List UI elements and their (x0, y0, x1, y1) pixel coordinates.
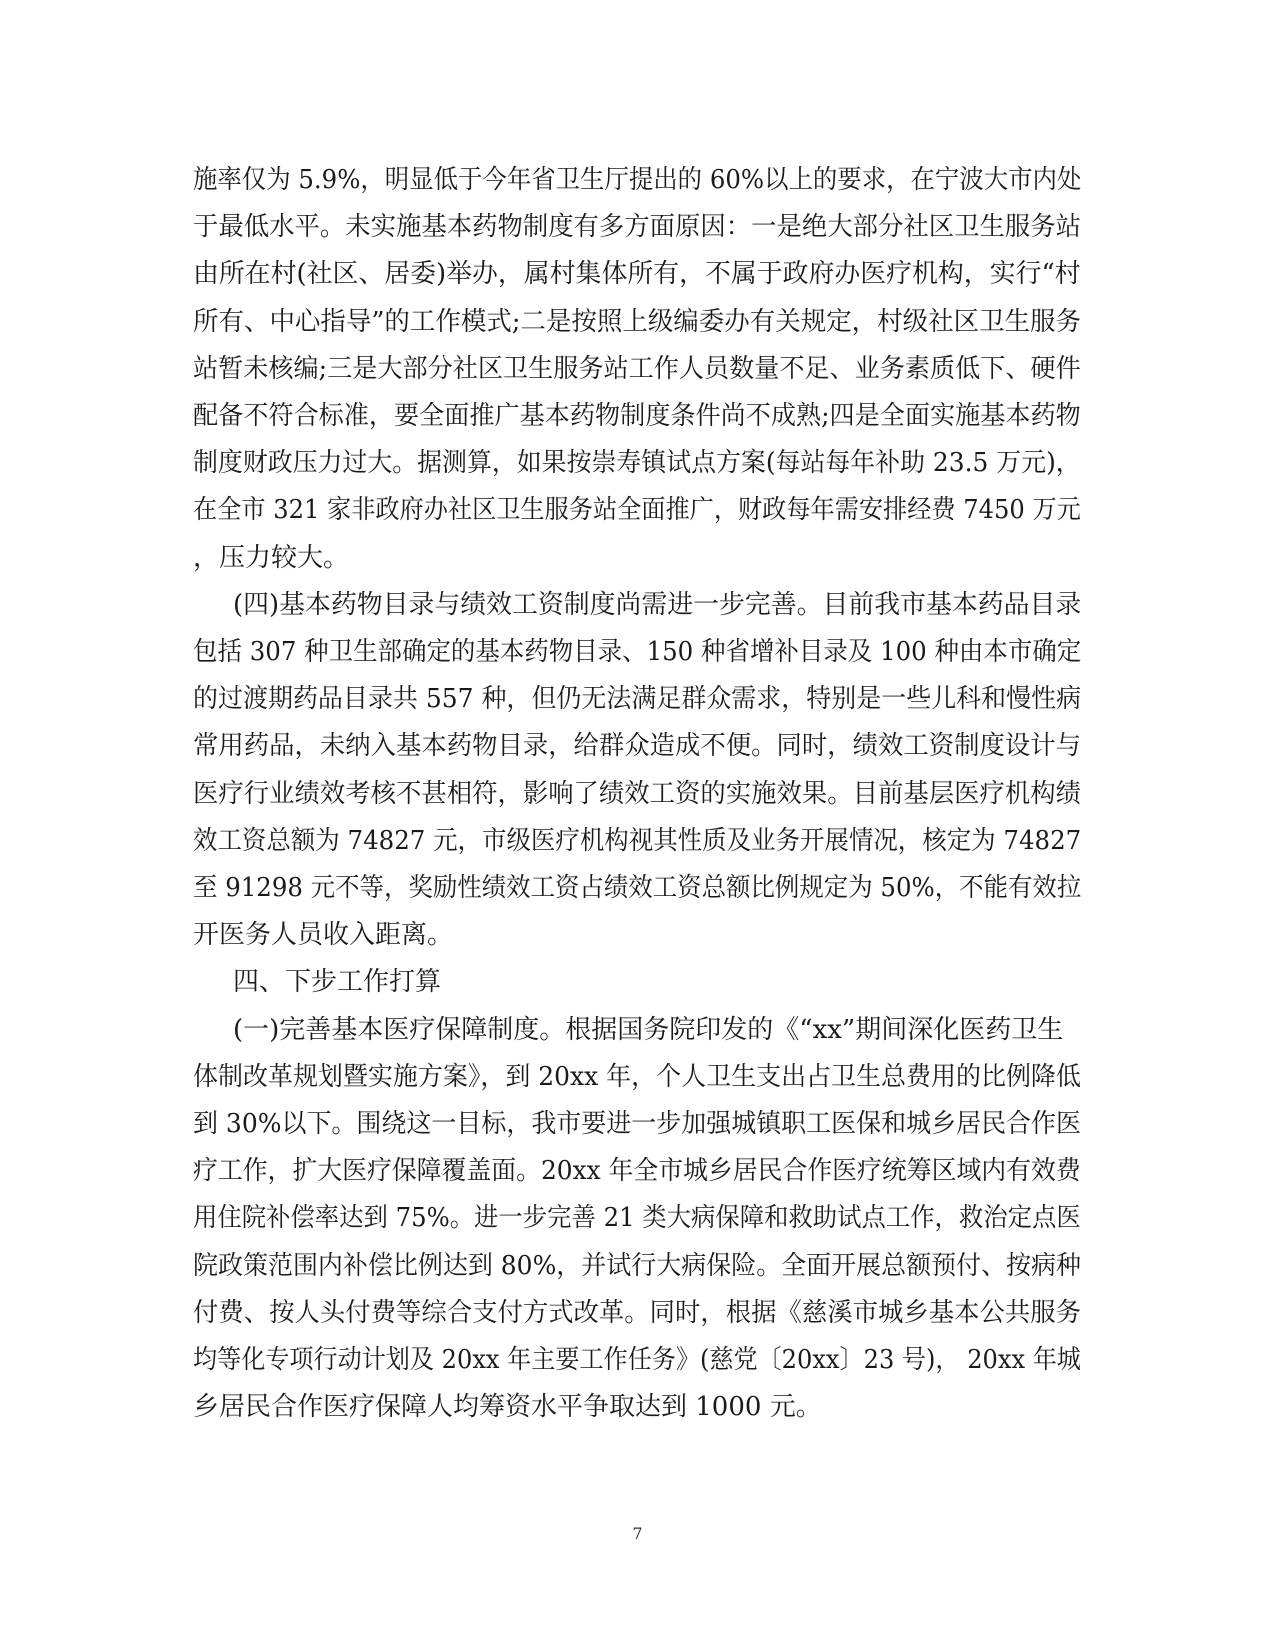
text-line: 用住院补偿率达到 75%。进一步完善 21 类大病保障和救助试点工作，救治定点医 (193, 1203, 1081, 1234)
text-line: 制度财政压力过大。据测算，如果按崇寿镇试点方案(每站每年补助 23.5 万元)， (193, 448, 1081, 479)
text-line: 至 91298 元不等，奖励性绩效工资占绩效工资总额比例规定为 50%，不能有效拉 (193, 873, 1082, 903)
text-line: 体制改革规划暨实施方案》，到 20xx 年，个人卫生支出占卫生总费用的比例降低 (193, 1061, 1081, 1092)
text-line: 包括 307 种卫生部确定的基本药物目录、150 种省增补目录及 100 种由本市确定 (193, 637, 1082, 667)
text-line: 配备不符合标准，要全面推广基本药物制度条件尚不成熟;四是全面实施基本药物 (193, 401, 1081, 431)
text-line: (一)完善基本医疗保障制度。根据国务院印发的《“xx”期间深化医药卫生 (233, 1014, 1064, 1045)
text-line: 付费、按人头付费等综合支付方式改革。同时，根据《慈溪市城乡基本公共服务 (193, 1297, 1081, 1328)
text-line: 均等化专项行动计划及 20xx 年主要工作任务》(慈党〔20xx〕23 号)， 20xx 年城 (193, 1345, 1081, 1375)
page-number: 7 (632, 1524, 643, 1543)
text-line: 到 30%以下。围绕这一目标，我市要进一步加强城镇职工医保和城乡居民合作医 (193, 1109, 1082, 1139)
text-line: 的过渡期药品目录共 557 种，但仍无法满足群众需求，特别是一些儿科和慢性病 (193, 684, 1082, 715)
text-line: 于最低水平。未实施基本药物制度有多方面原因：一是绝大部分社区卫生服务站 (193, 212, 1081, 243)
text-line: 常用药品，未纳入基本药物目录，给群众造成不便。同时，绩效工资制度设计与 (193, 731, 1081, 762)
text-line: 医疗行业绩效考核不甚相符，影响了绩效工资的实施效果。目前基层医疗机构绩 (193, 778, 1081, 809)
text-line: 施率仅为 5.9%，明显低于今年省卫生厅提出的 60%以上的要求，在宁波大市内处 (193, 165, 1082, 195)
text-line: ，压力较大。 (193, 542, 350, 573)
text-line: (四)基本药物目录与绩效工资制度尚需进一步完善。目前我市基本药品目录 (233, 589, 1082, 620)
text-line: 疗工作，扩大医疗保障覆盖面。20xx 年全市城乡居民合作医疗统筹区域内有效费 (193, 1156, 1081, 1187)
text-line: 所有、中心指导”的工作模式;二是按照上级编委办有关规定，村级社区卫生服务 (193, 306, 1082, 337)
text-line: 效工资总额为 74827 元，市级医疗机构视其性质及业务开展情况，核定为 74827 (193, 825, 1082, 856)
text-line: 四、下步工作打算 (233, 967, 442, 998)
text-line: 院政策范围内补偿比例达到 80%，并试行大病保险。全面开展总额预付、按病种 (193, 1250, 1082, 1281)
text-line: 在全市 321 家非政府办社区卫生服务站全面推广，财政每年需安排经费 7450 万元 (193, 495, 1081, 526)
text-line: 乡居民合作医疗保障人均筹资水平争取达到 1000 元。 (193, 1392, 822, 1423)
text-line: 由所在村(社区、居委)举办，属村集体所有，不属于政府办医疗机构，实行“村 (193, 259, 1081, 290)
text-line: 开医务人员收入距离。 (193, 920, 454, 951)
text-line: 站暂未核编;三是大部分社区卫生服务站工作人员数量不足、业务素质低下、硬件 (193, 353, 1081, 384)
